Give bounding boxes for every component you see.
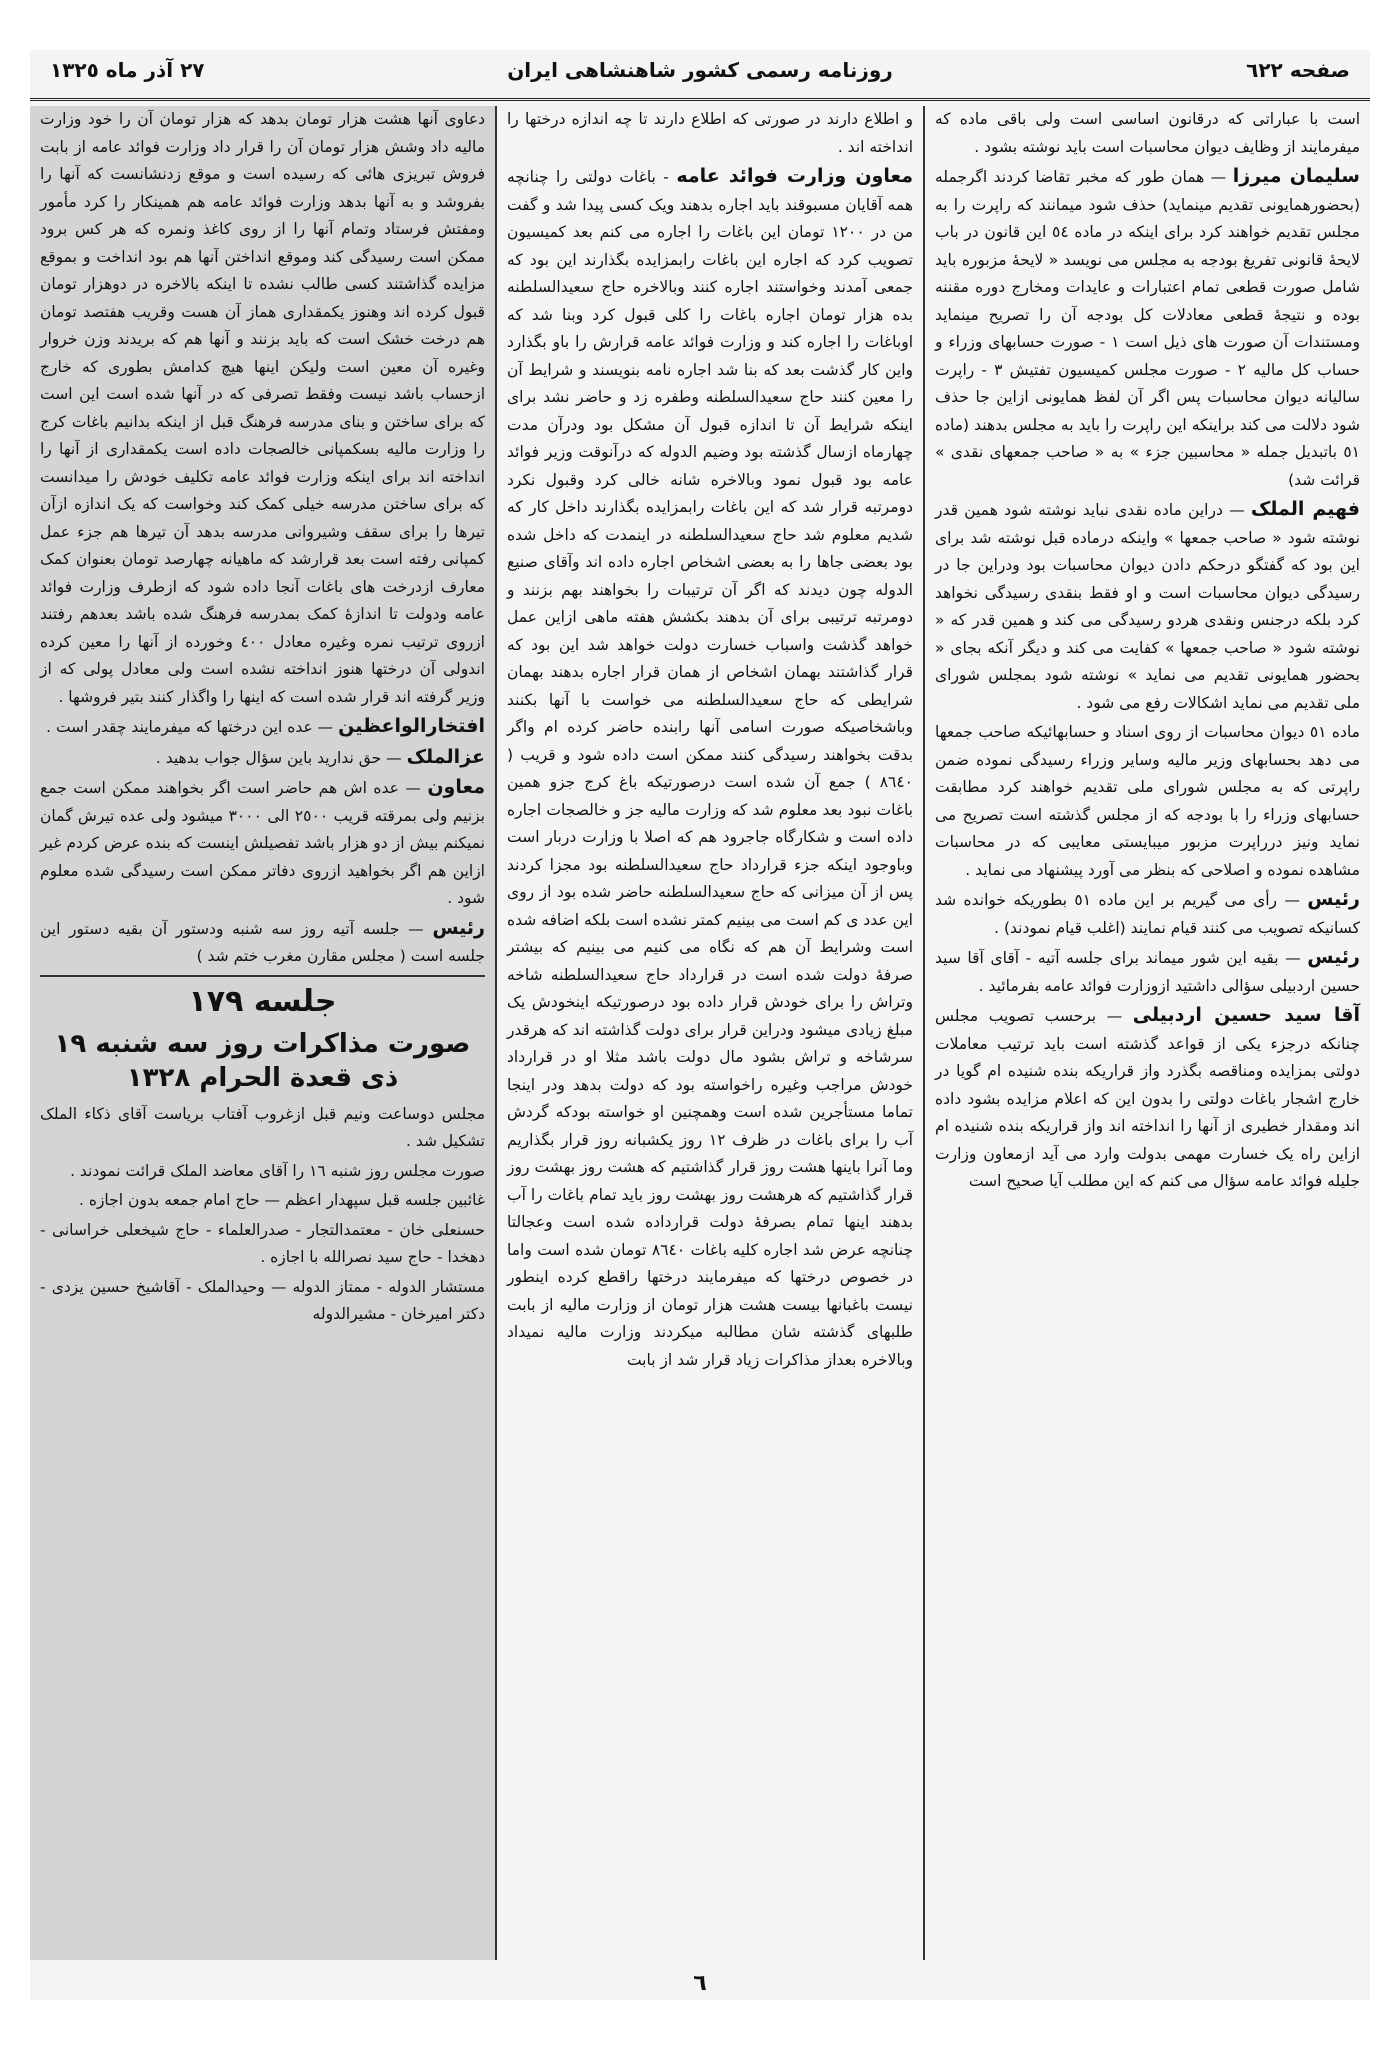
paragraph-body: — رأی می گیریم بر این ماده ٥١ بطوریکه خوانده شد کسانیکه تصویب می کنند قیام نمایند (اغلب قیام نمودند) . [935, 891, 1360, 937]
paragraph-body: — عده اش هم حاضر است اگر بخواهند ممکن است جمع بزنیم ولی بمرقته قریب ٢٥٠٠ الی ٣٠٠٠ میشود ولی عده تیرش گمان نمیکنم بیش از دو هزار باشد تفصیلش اینست که بنده عرض کردم غیر ازاین هم اگر بخواهید ازروی دفاتر ممکن است رسیدگی شده معلوم شود . [40, 779, 485, 907]
paragraph-body: — همان طور که مخبر تقاضا کردند اگرجمله (بحضورهمایونی تقدیم مینماید) حذف شود میمانند که راپرت را به مجلس تقدیم خواهند کرد برای اینکه در ماده ٥٤ این قانون در باب لایحهٔ قانونی تفریغ بودجه به مجلس می نویسد « لایحهٔ مزبوره باید شامل صورت قطعی تمام اعتبارات و عایدات ومخارج دوره مقننه بوده و نتیجهٔ قطعی معادلات کل بودجه آن را تصریح مینماید ومستندات آن صورت های ذیل است ١ - صورت حسابهای وزراء و حساب کل مالیه ٢ - صورت مجلس کمیسیون تفتیش ٣ - راپرت سالیانه دیوان محاسبات پس اگر آن لفظ همایونی ازاین جا حذف شود دلالت می کند براینکه این راپرت را باید به مجلس بدهند (ماده ٥١ باتبدیل جمله « محاسبین جزء » به « صاحب جمعهای نقدی » قرائت شد) [935, 168, 1360, 489]
text-paragraph [40, 1274, 485, 1329]
text-paragraph [40, 1217, 485, 1272]
speech-paragraph [40, 713, 485, 742]
paragraph-body: — عده این درختها که میفرمایند چقدر است . [46, 718, 334, 736]
speaker-name: رئیس [1307, 946, 1360, 968]
page-number: ٦ [693, 1971, 707, 1996]
page-label: صفحه ٦٢٢ [1246, 58, 1350, 82]
paragraph-body: - باغات دولتی را چنانچه همه آقایان مسبوقند باید اجاره بدهند ویک کسی پیدا شد و گفت من در ١٢٠٠ تومان این باغات را اجاره می کنم بعد کمیسیون تصویب کرد که اجاره این باغات رابمزایده بگذارند این بود که جمعی آمدند وخواستند اجاره کنند وبالاخره حاج سعیدالسلطنه بده هزار تومان اجاره باغات را کلی قبول کرد وبنا شد که اوباغات را اجاره کند و وزارت فوائد عامه قرارش را باو بگذارد واین کار گذشت بعد که بنا شد اجاره نامه بنویسند و شرایط آن را معین کنند حاج سعیدالسلطنه وطفره زد و حاضر نشد برای اینکه شرایط آن تا اندازه قبول آن مشکل بود ودرآن مدت چهارماه ازسال گذشته بود وضیم الدوله که درآنوقت وزیر فوائد عامه بود قبول نمود وبالاخره شانه خالی کرد وقبول نکرد دومرتبه قرار شد که این باغات رابمزایده بگذارند داخل کار که شدیم معلوم شد حاج سعیدالسلطنه در اینمدت که داخل شده بود بعضی جاها را به بعضی اشخاص اجاره داده اند وآقای صنیع الدوله چون دیدند که اگر آن ترتیبات را بخواهند بهم بزنند و دومرتبه ترتیبی برای آن بدهند بکشش هفته ماهی ازاین عمل خواهد گذشت واسباب خسارت دولت خواهد شد این بود که قرار گذاشتند بهمان اشخاص از همان قرار اجاره بدهند بهمان شرایطی که حاج سعیدالسلطنه می خواست با آنها بکنند وباشخاصیکه صورت اسامی آنها رابنده حاضر کرده ام واگر بدقت بخواهند رسیدگی کنند ممکن است داده شود و قریب ( ٨٦٤٠ ) جمع آن شده است درصورتیکه باغ کرج جزو همین باغات نبود بعد معلوم شد که وزارت مالیه جز و خالصجات اجاره داده است و شکارگاه جاجرود هم که اصلا با وزارت دربار است وباوجود اینکه جزء قرارداد حاج سعیدالسلطنه بود مجزا کردند پس از آن میزانی که حاج سعیدالسلطنه حاضر شده بود از روی این عدد ی کم است می بینیم کمتر نشده است بلکه اضافه شده است وشرایط آن هم که نگاه می کنیم می بینیم که بیشتر صرفهٔ دولت شده است در قرارداد حاج سعیدالسلطنه شاخه وتراش را برای خودش قرار داده بود درصورتیکه اینخودش یک مبلغ زیادی میشود ودراین قرار برای دولت گذاشته اند که هرقدر سرشاخه و تراش بشود مال دولت باشد مثلا او در قرارداد خودش مراجب وغیره راخواسته بود که دولت بدهد ودر اینجا تماما مستأجرین شده است وهمچنین او خواسته بودکه گردش آب را برای باغات در ظرف ١٢ روز یکشبانه روز قرار بگذاریم وما آنرا باینها هشت روز قرار گذاشتیم که هشت روز بهشت روز قرار گذاشتیم که هرهشت روز بهشت روز باید تمام باغات را آب بدهند اینها تمام بصرفهٔ دولت قرارداده شده است وعجالتا چنانچه عرض شد اجاره کلیه باغات ٨٦٤٠ تومان شده است واما در خصوص درختها که میفرمایند درختها راقطع کرده اینطور نیست باغبانها بیست هشت هزار تومان از وزارت مالیه از بابت طلبهای گذشته شان مطالبه میکردند وزارت مالیه نمیداد وبالاخره بعداز مذاکرات زیاد قرار شد از بابت [506, 168, 914, 1369]
paragraph-body: غائبین جلسه قبل سپهدار اعظم — حاج امام جمعه بدون اجازه . [78, 1191, 485, 1209]
paragraph-body: و اطلاع دارند در صورتی که اطلاع دارند تا چه اندازه درختها را انداخته اند . [507, 110, 913, 156]
paragraph-body: ماده ٥١ دیوان محاسبات از روی اسناد و حسابهائیکه صاحب جمعها می دهد بحسابهای وزیر مالیه وسایر وزراء رسیدگی نموده ضمن راپرتی که به مجلس شورای ملی تقدیم خواهند کرد مطابقت حسابهای وزراء را با بودجه که از مجلس گذشته است تصریح می نماید ونیز درراپرت مزبور میبایستی معایبی که در محاسبات مشاهده نموده و اصلاحی که بنظر می آورد پیشنهاد می نماید . [935, 723, 1360, 879]
speech-paragraph [935, 886, 1360, 942]
speech-paragraph [935, 1002, 1360, 1196]
text-paragraph [935, 719, 1360, 884]
page-header [30, 50, 1370, 101]
speaker-name: افتخارالواعظین [338, 715, 485, 737]
speaker-name: معاون [427, 776, 485, 798]
paragraph-body: مستشار الدوله - ممتاز الدوله — وحیدالملک - آقاشیخ حسین یزدی - دکتر امیرخان - مشیرالدوله [40, 1277, 485, 1323]
text-paragraph [507, 106, 913, 161]
session-title: صورت مذاکرات روز سه شنبه ١٩ ذی قعدة الحرام ١٣٢٨ [54, 1028, 471, 1093]
text-paragraph [40, 1187, 485, 1215]
paragraph-body: — حق ندارید باین سؤال جواب بدهید . [155, 748, 402, 767]
paragraph-body: است با عباراتی که درقانون اساسی است ولی باقی ماده که میفرمایند از وظایف دیوان محاسبات است باید نوشته بشود . [935, 110, 1360, 156]
paragraph-body: دعاوی آنها هشت هزار تومان بدهد که هزار تومان آن را خود وزارت مالیه داد وشش هزار تومان آن را قرار داد وزارت فوائد عامه از بابت فروش تبریزی هائی که رسیده است و موقع زدنشانست که آنها را بفروشد و به آنها بدهد وزارت فوائد عامه هم همینکار را کرد مأمور ومفتش فرستاد وتمام آنها را از روی کاغذ ونمره که هر کس برود ممکن است رسیدگی کند وموقع انداختن آنها هم بود انداخت و بموقع مزایده گذاشتند کسی طالب نشده تا اینکه بالاخره در دوهزار تومان قبول کرده اند وهنوز یکمقداری هماز آن هست وقریب هفتصد تومان هم درخت خشک است که باید بزنند و آنها هم که بریدند وزن خروار وغیره آن معین است ولیکن اینها هیچ کدامش بطوری که خارج ازحساب باشد نیست وفقط تصرفی که در آنها شده است این است که برای ساختن و بنای مدرسه فرهنگ قبل از اینکه بدانیم باغات کرج را وزارت مالیه بسکمپانی خالصجات داده است یکمقداری از آنها را انداخته اند برای اینکه وزارت فوائد عامه تکلیف خودش را میدانست که برای ساختن مدرسه خیلی کمک کند وخواست که یک اندازه ازآن تیرها را برای سقف وشیروانی مدرسه بدهد آن تیرها هم جزء عمل کمپانی رفته است بعد قرارشد که ماهیانه چهارصد تومان بعنوان کمک معارف ازدرخت های باغات آنجا داده شود که ازطرف وزارت فوائد عامه ودولت تا اندازهٔ کمک بمدرسه فرهنگ شده باشد بعدهم رفتند ازروی ترتیب نمره وغیره معادل ٤٠٠ وخورده از آنها را معین کرده اندولی آن درختها هنوز انداخته نشده است ولی معادل پولی که از وزیر گرفته اند قرار شده است که اینها را واگذار کنند بتیر فروشها . [40, 110, 485, 706]
paragraph-body: صورت مجلس روز شنبه ١٦ را آقای معاضد الملک قرائت نمودند . [70, 1161, 485, 1180]
speech-paragraph [935, 163, 1360, 494]
speech-paragraph [935, 496, 1360, 717]
speech-paragraph [935, 944, 1360, 1000]
speaker-name: رئیس [1307, 888, 1360, 910]
speech-paragraph [507, 163, 913, 1374]
speaker-name: فهیم الملک [1250, 498, 1360, 520]
paragraph-body: — بقیه این شور میماند برای جلسه آتیه - آقای آقا سید حسین اردبیلی سؤالی داشتید ازوزارت فوائد عامه بفرمائید . [935, 949, 1360, 995]
speaker-name: عزالملک [406, 745, 485, 768]
paragraph-body: — برحسب تصویب مجلس چنانکه درجزء یکی از قواعد گذشته است باید ترتیب معاملات دولتی بمزایده ومناقصه بگذرد واز قراریکه بنده شنیده ام گویا در خارج اشجار باغات دولتی را بدون این که اعلام مزایده بشود داده اند ومقدار خطیری از آنها را انداخته اند واز قراریکه بنده شنیده ام ازاین راه یک خسارت مهمی بدولت وارد می آید ازمعاون وزارت جلیله فوائد عامه سؤال می کنم که این مطلب آیا صحیح است [935, 1007, 1360, 1190]
newspaper-page [30, 50, 1370, 2000]
speaker-name: آقا سید حسین اردبیلی [1132, 1004, 1360, 1026]
paragraph-body: حسنعلی خان - معتمدالتجار - صدرالعلماء - حاج شیخعلی خراسانی - دهخدا - حاج سید نصرالله با اجازه . [40, 1220, 485, 1266]
paragraph-body: — جلسه آتیه روز سه شنبه ودستور آن بقیه دستور این جلسه است ( مجلس مقارن مغرب ختم شد ) [40, 919, 485, 965]
speech-paragraph [40, 744, 485, 773]
newspaper-title: روزنامه رسمی کشور شاهنشاهی ایران [507, 58, 893, 82]
speaker-name: معاون وزارت فوائد عامه [676, 165, 913, 187]
speaker-name: رئیس [432, 916, 485, 939]
section-divider [40, 975, 485, 977]
speaker-name: سلیمان میرزا [1232, 165, 1360, 187]
paragraph-body: — دراین ماده نقدی نباید نوشته شود همین قدر نوشته شود « صاحب جمعها » واینکه درماده قبل نوشته شد برای این بود که گفتگو درحکم دادن دیوان محاسبات بود ودراین جا در رسیدگی دیوان محاسبات است و او فقط بنقدی رسیدگی نخواهد کرد بلکه درجنس ونقدی هردو رسیدگی می کند و همین قدر که « نوشته شود « صاحب جمعها » کفایت می کند و دیگر آنکه بجای « بحضور همایونی تقدیم می نماید » نوشته شود بمجلس شورای ملی تقدیم می نماید اشکالات رفع می شود . [935, 501, 1360, 712]
session-number: جلسه ١٧٩ [188, 983, 337, 1019]
column-right [925, 106, 1370, 1960]
speech-paragraph [40, 774, 485, 913]
text-paragraph [935, 106, 1360, 161]
column-left [30, 106, 495, 1960]
issue-date: ٢٧ آذر ماه ١٣٢٥ [50, 58, 205, 82]
paragraph-body: مجلس دوساعت ونیم قبل ازغروب آفتاب بریاست آقای ذکاء الملک تشکیل شد . [40, 1104, 485, 1150]
text-paragraph [40, 1158, 485, 1186]
speech-paragraph [40, 915, 485, 971]
column-middle [495, 106, 925, 1960]
text-paragraph [40, 106, 485, 711]
text-paragraph [40, 1101, 485, 1156]
